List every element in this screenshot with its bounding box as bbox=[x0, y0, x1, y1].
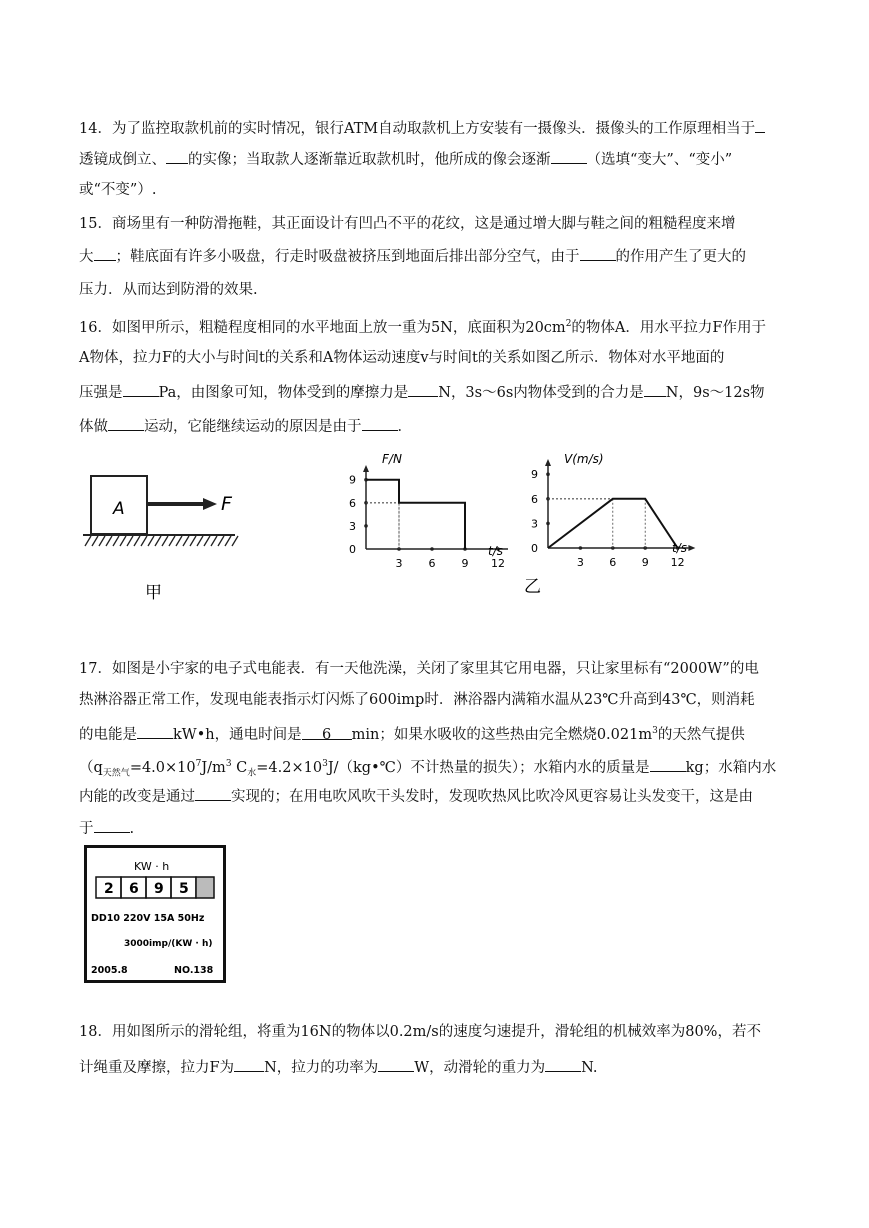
answer-blank[interactable] bbox=[137, 724, 173, 739]
answer-blank[interactable] bbox=[108, 416, 144, 431]
q16-text-3b: Pa，由图象可知，物体受到的摩擦力是 bbox=[158, 385, 409, 401]
q16-text-3a: 压强是 bbox=[79, 385, 123, 401]
q14-text-2c: （选填“变大”、“变小” bbox=[586, 152, 733, 168]
chart-v-ylabel: V(m/s) bbox=[564, 452, 604, 466]
answer-blank[interactable] bbox=[378, 1057, 414, 1072]
q17-text-4f: J/（kg•℃）不计热量的损失）；水箱内水的质量是 bbox=[327, 759, 650, 776]
x-tick-label: 3 bbox=[395, 557, 403, 570]
chart-f-xlabel: t/s bbox=[488, 544, 503, 558]
q14-text-3: 或“不变”）. bbox=[79, 182, 157, 198]
meter-digit: 2 bbox=[104, 881, 114, 897]
q17-text-3a: 的电能是 bbox=[79, 726, 137, 743]
chart-f-ylabel: F/N bbox=[382, 452, 402, 466]
x-tick-mark bbox=[430, 547, 434, 551]
y-tick-label: 3 bbox=[349, 519, 356, 533]
hatch-stroke bbox=[183, 536, 189, 546]
hatch-stroke bbox=[155, 536, 161, 546]
meter-spec: DD10 220V 15A 50Hz bbox=[91, 913, 205, 924]
hatch-stroke bbox=[106, 536, 112, 546]
hatch-stroke bbox=[162, 536, 168, 546]
q16-text-2: A物体，拉力F的大小与时间t的关系和A物体运动速度v与时间t的关系如图乙所示．物体对水平地面的 bbox=[79, 350, 725, 366]
q15-text-2b: ；鞋底面有许多小吸盘，行走时吸盘被挤压到地面后排出部分空气，由于 bbox=[115, 249, 580, 265]
q16-line-2 bbox=[79, 348, 724, 368]
q17-text-4c: J/m bbox=[201, 759, 226, 776]
x-tick-label: 6 bbox=[609, 556, 617, 569]
q17-text-5b: 实现的；在用电吹风吹干头发时，发现吹热风比吹冷风更容易让头发变干，这是由 bbox=[231, 789, 753, 805]
q17-text-1: 17．如图是小宇家的电子式电能表．有一天他洗澡，关闭了家里其它用电器，只让家里标有“2000W”的电 bbox=[79, 661, 759, 677]
answer-blank[interactable] bbox=[408, 382, 438, 397]
q16-line-1 bbox=[79, 314, 766, 338]
q16-text-1a: 16．如图甲所示，粗糙程度相同的水平地面上放一重为5N，底面积为20cm bbox=[79, 319, 566, 336]
q16-line-4 bbox=[79, 416, 412, 437]
force-time-chart bbox=[338, 448, 508, 583]
q18-text-2d: N. bbox=[581, 1060, 598, 1076]
hatch-stroke bbox=[148, 536, 154, 546]
q17-text-4a: （q bbox=[79, 759, 103, 776]
q17-text-5a: 内能的改变是通过 bbox=[79, 789, 195, 805]
x-tick-label: 12 bbox=[491, 557, 505, 570]
q17-line-2 bbox=[79, 690, 755, 710]
answer-blank[interactable] bbox=[94, 818, 130, 833]
q17-text-6b: . bbox=[129, 821, 135, 837]
force-time-marks bbox=[349, 465, 508, 570]
y-tick-label: 0 bbox=[349, 543, 356, 556]
q15-text-3: 压力．从而达到防滑的效果. bbox=[79, 282, 258, 298]
meter-constant: 3000imp/(KW · h) bbox=[124, 939, 213, 949]
force-label: F bbox=[221, 493, 232, 515]
answer-blank[interactable] bbox=[644, 382, 666, 397]
y-axis-arrow bbox=[363, 465, 369, 472]
x-tick-label: 6 bbox=[428, 557, 436, 570]
hatch-stroke bbox=[169, 536, 175, 546]
y-tick-label: 9 bbox=[349, 473, 356, 487]
q18-text-1: 18．用如图所示的滑轮组，将重为16N的物体以0.2m/s的速度匀速提升，滑轮组的机械效率为80%，若不 bbox=[79, 1024, 761, 1040]
q14-text-2b: 的实像；当取款人逐渐靠近取款机时，他所成的像会逐渐 bbox=[188, 152, 551, 168]
hatch-stroke bbox=[225, 536, 231, 546]
y-tick-label: 6 bbox=[349, 496, 356, 510]
caption-yi: 乙 bbox=[524, 577, 541, 597]
figure-block-diagram bbox=[75, 470, 255, 610]
answer-blank[interactable] bbox=[234, 1057, 264, 1072]
answer-filled[interactable]: 6 bbox=[302, 725, 352, 740]
y-tick-label: 3 bbox=[531, 517, 538, 531]
force-arrow-head bbox=[203, 498, 217, 510]
answer-blank[interactable] bbox=[580, 246, 616, 261]
q16-text-4a: 体做 bbox=[79, 419, 108, 435]
q17-line-3 bbox=[79, 721, 745, 745]
block-a-label: A bbox=[113, 499, 125, 519]
hatch-stroke bbox=[204, 536, 210, 546]
answer-blank[interactable] bbox=[545, 1057, 581, 1072]
y-tick-label: 9 bbox=[531, 468, 538, 482]
q16-sup-1: 2 bbox=[565, 319, 572, 329]
q17-line-6 bbox=[79, 818, 134, 839]
meter-digit: 6 bbox=[129, 881, 139, 897]
y-tick-mark bbox=[546, 472, 550, 476]
hatch-stroke bbox=[120, 536, 126, 546]
q16-text-4c: ． bbox=[397, 419, 412, 435]
q17-text-3b: kW•h，通电时间是 bbox=[173, 726, 302, 743]
answer-blank[interactable] bbox=[94, 246, 116, 261]
x-tick-label: 12 bbox=[670, 556, 685, 569]
answer-blank[interactable] bbox=[195, 786, 231, 801]
q14-line-3 bbox=[79, 180, 156, 200]
answer-blank[interactable] bbox=[362, 416, 398, 431]
q17-text-2: 热淋浴器正常工作，发现电能表指示灯闪烁了600imp时．淋浴器内满箱水温从23℃升高到43℃，则消耗 bbox=[79, 692, 755, 708]
q17-text-3c: min；如果水吸收的这些热由完全燃烧0.021m bbox=[351, 726, 653, 743]
q14-text-1: 14．为了监控取款机前的实时情况，银行ATM自动取款机上方安装有一摄像头．摄像头的工作原理相当于 bbox=[79, 121, 756, 137]
q17-text-4g: kg；水箱内水 bbox=[685, 759, 777, 776]
answer-blank[interactable] bbox=[755, 118, 765, 133]
x-tick-mark bbox=[579, 546, 583, 550]
q17-text-3d: 的天然气提供 bbox=[657, 726, 745, 743]
y-tick-mark bbox=[546, 522, 550, 526]
y-axis-arrow bbox=[545, 459, 551, 466]
energy-meter-figure bbox=[84, 845, 226, 983]
hatch-stroke bbox=[127, 536, 133, 546]
hatch-stroke bbox=[92, 536, 98, 546]
q17-sup-4c: 3 bbox=[322, 759, 328, 769]
q16-text-4b: 运动，它能继续运动的原因是由于 bbox=[144, 419, 362, 435]
q18-text-2b: N，拉力的功率为 bbox=[264, 1060, 379, 1076]
q18-text-2c: W，动滑轮的重力为 bbox=[414, 1060, 546, 1076]
q16-text-3d: N，9s～12s物 bbox=[665, 385, 765, 401]
answer-blank[interactable] bbox=[166, 149, 188, 164]
q15-line-1 bbox=[79, 214, 735, 234]
hatch-stroke bbox=[190, 536, 196, 546]
q17-text-6a: 于 bbox=[79, 821, 94, 837]
q17-sup-3: 3 bbox=[652, 726, 658, 736]
x-tick-label: 3 bbox=[576, 556, 584, 569]
meter-serial: NO.138 bbox=[174, 965, 214, 976]
hatch-stroke bbox=[134, 536, 140, 546]
hatch-stroke bbox=[113, 536, 119, 546]
hatch-stroke bbox=[197, 536, 203, 546]
caption-jia: 甲 bbox=[145, 583, 162, 603]
ground-hatching bbox=[85, 536, 238, 546]
q17-text-4e: =4.2×10 bbox=[256, 759, 323, 776]
meter-date: 2005.8 bbox=[91, 965, 128, 976]
q14-line-2 bbox=[79, 149, 732, 170]
y-tick-mark bbox=[364, 524, 368, 528]
velocity-time-marks bbox=[531, 459, 695, 569]
q15-line-2 bbox=[79, 246, 746, 267]
meter-digit: 9 bbox=[154, 881, 164, 897]
answer-blank[interactable] bbox=[123, 382, 159, 397]
hatch-stroke bbox=[211, 536, 217, 546]
velocity-time-chart bbox=[522, 448, 697, 598]
q15-text-2c: 的作用产生了更大的 bbox=[615, 249, 746, 265]
hatch-stroke bbox=[176, 536, 182, 546]
q14-line-1 bbox=[79, 118, 765, 139]
q17-sub-4b: 水 bbox=[247, 768, 257, 779]
q17-line-1 bbox=[79, 659, 759, 679]
q14-text-2a: 透镜成倒立、 bbox=[79, 152, 166, 168]
hatch-stroke bbox=[99, 536, 105, 546]
q17-sub-4a: 天然气 bbox=[102, 768, 130, 779]
answer-blank[interactable] bbox=[551, 149, 587, 164]
q15-text-2a: 大 bbox=[79, 249, 94, 265]
meter-unit: KW · h bbox=[134, 860, 170, 873]
q17-text-4d: C bbox=[231, 759, 248, 776]
y-tick-label: 0 bbox=[531, 542, 538, 555]
meter-decimal-box bbox=[196, 877, 214, 898]
x-tick-label: 9 bbox=[641, 556, 649, 569]
answer-blank[interactable] bbox=[650, 757, 686, 772]
q16-line-3 bbox=[79, 382, 765, 403]
q18-line-1 bbox=[79, 1022, 761, 1042]
hatch-stroke bbox=[85, 536, 91, 546]
hatch-stroke bbox=[218, 536, 224, 546]
q17-text-4b: =4.0×10 bbox=[129, 759, 196, 776]
q17-sup-4a: 7 bbox=[195, 759, 202, 769]
meter-digit: 5 bbox=[179, 881, 189, 897]
data-series-line bbox=[366, 480, 465, 549]
q17-sup-4b: 3 bbox=[225, 759, 232, 769]
q16-text-3c: N，3s～6s内物体受到的合力是 bbox=[438, 385, 644, 401]
q15-text-1: 15．商场里有一种防滑拖鞋，其正面设计有凹凸不平的花纹，这是通过增大脚与鞋之间的粗糙程度来增 bbox=[79, 216, 736, 232]
y-tick-label: 6 bbox=[531, 492, 538, 506]
q18-line-2 bbox=[79, 1057, 598, 1078]
q18-text-2a: 计绳重及摩擦，拉力F为 bbox=[79, 1060, 235, 1076]
x-tick-label: 9 bbox=[461, 557, 469, 570]
x-axis-arrow bbox=[688, 545, 695, 551]
hatch-stroke bbox=[141, 536, 147, 546]
q16-text-1b: 的物体A．用水平拉力F作用于 bbox=[571, 319, 766, 336]
q17-line-4 bbox=[79, 754, 776, 784]
q17-line-5 bbox=[79, 786, 753, 807]
hatch-stroke bbox=[232, 536, 238, 546]
chart-v-xlabel: t/s bbox=[672, 541, 687, 555]
q15-line-3 bbox=[79, 280, 258, 300]
